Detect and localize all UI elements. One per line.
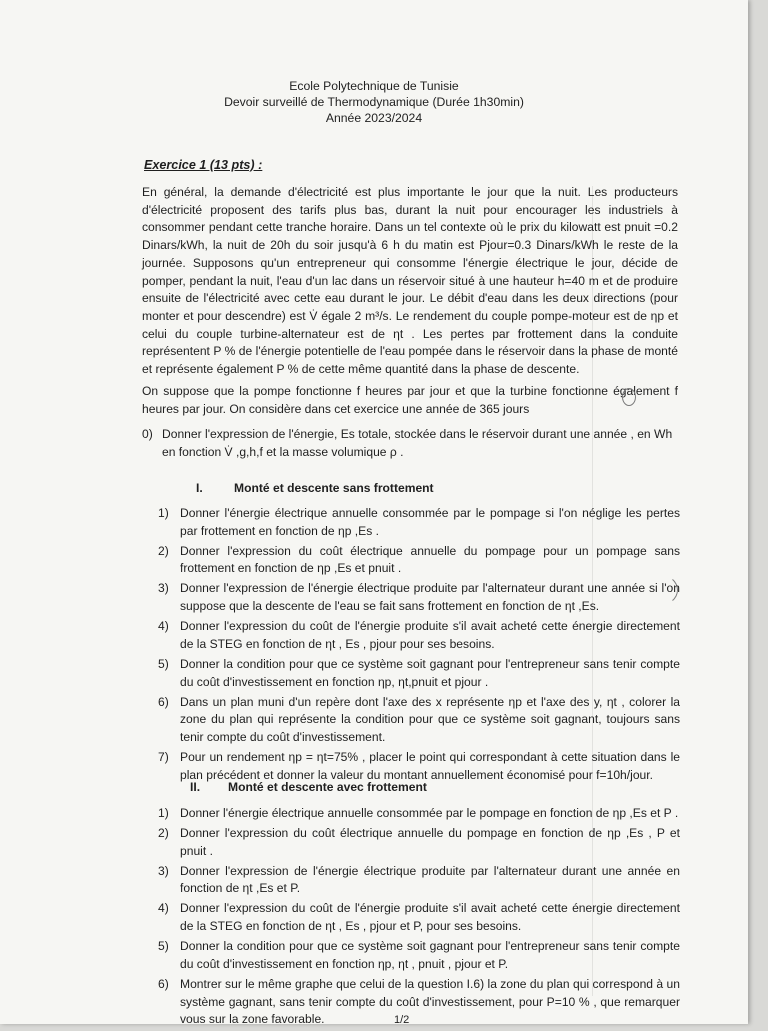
exercise-title: Exercice 1 (13 pts) :	[144, 158, 263, 172]
list-item	[158, 938, 680, 973]
exam-title: Devoir surveillé de Thermodynamique (Durée 1h30min)	[224, 95, 524, 109]
item-text: Donner la condition pour que ce système soit gagnant pour l'entrepreneur sans tenir compte du coût d'investissement en fonction ηp, ηt , pnuit , pjour et P.	[180, 939, 680, 971]
list-item	[158, 543, 680, 578]
item-number: 3)	[158, 581, 169, 596]
item-number: 4)	[158, 619, 169, 634]
item-text: Donner l'énergie électrique annuelle consommée par le pompage si l'on néglige les pertes par frottement en fonction de ηp ,Es .	[180, 506, 680, 538]
assumption-paragraph: On suppose que la pompe fonctionne f heures par jour et que la turbine fonctionne également f heures par jour. On considère dans cet exercice une année de 365 jours	[142, 384, 678, 416]
section-number: I.	[196, 481, 203, 495]
list-item	[158, 580, 680, 615]
item-text: Montrer sur le même graphe que celui de la question I.6) la zone du plan qui correspond à un système gagnant, sans tenir compte du coût d'investissement, pour P=10 % , que remarquer vous sur la zone favorable.	[180, 976, 680, 1027]
item-text: Donner l'expression du coût de l'énergie produite s'il avait acheté cette énergie directement de la STEG en fonction de ηt , Es , pjour pour ses besoins.	[180, 619, 680, 651]
item-text: Donner l'expression du coût de l'énergie produite s'il avait acheté cette énergie directement de la STEG en fonction de ηt , Es , pjour et P, pour ses besoins.	[180, 901, 680, 934]
item-number: 4)	[158, 901, 169, 916]
item-text: Donner l'expression du coût électrique annuelle du pompage pour un pompage sans frottement en fonction de ηp ,Es et pnuit .	[180, 543, 680, 576]
section-number: II.	[190, 780, 201, 794]
item-number: 6)	[158, 694, 169, 709]
page-number: 1/2	[394, 1014, 410, 1026]
intro-paragraph: En général, la demande d'électricité est plus importante le jour que la nuit. Les producteurs d'électricité proposent des tarifs plus bas, durant la nuit pour encourager les industriels à consommer pendant cette tranche horaire. Dans un tel contexte où le prix du kilowatt est pnuit =0.2 Dinars/kWh, la nuit de 20h du soir jusqu'à 6 h du matin est Pjour=0.3 Dinars/kWh le reste de la journée. Supposons qu'un entrepreneur qui consomme l'énergie électrique le jour, décide de pomper, pendant la nuit, l'eau d'un lac dans un réservoir situé à une hauteur h=40 m et de produire ensuite de l'électricité avec cette eau durant le jour. Le débit d'eau dans les deux directions (pour monter et pour descendre) est V̇ égale 2 m³/s. Le rendement du couple pompe-moteur est de ηp et celui du couple turbine-alternateur est de ηt . Les pertes par frottement dans la conduite représentent P % de l'énergie potentielle de l'eau pompée dans le réservoir dans la phase de monté et représente également P % de cette même quantité dans la phase de descente.	[142, 185, 678, 377]
section-2-questions	[158, 805, 680, 1031]
section-title: Monté et descente avec frottement	[228, 780, 427, 794]
item-number: 3)	[158, 863, 169, 878]
question-number: 0)	[142, 427, 153, 441]
item-text: Donner l'expression de l'énergie électrique produite par l'alternateur durant une année si l'on suppose que la descente de l'eau se fait sans frottement en fonction de ηt ,Es.	[180, 581, 680, 614]
item-number: 5)	[158, 656, 169, 671]
list-item	[158, 656, 680, 691]
question-text: Donner l'expression de l'énergie, Es totale, stockée dans le réservoir durant une année , en Wh en fonction V̇ ,g,h,f et la masse volumique ρ .	[162, 427, 673, 459]
item-text: Donner la condition pour que ce système soit gagnant pour l'entrepreneur sans tenir compte du coût d'investissement en fonction ηp, ηt,pnuit et pjour .	[180, 656, 680, 689]
list-item	[158, 825, 680, 860]
section-1-questions	[158, 505, 680, 787]
list-item	[158, 900, 680, 935]
section-2-heading	[190, 780, 427, 794]
item-text: Donner l'expression de l'énergie électrique produite par l'alternateur durant une année en fonction de ηt ,Es et P.	[180, 863, 680, 896]
item-text: Dans un plan muni d'un repère dont l'axe des x représente ηp et l'axe des y, ηt , colorer la zone du plan qui représente la condition pour que ce système soit gagnant, toujours sans tenir compte du coût d'investissement.	[180, 694, 680, 744]
item-number: 2)	[158, 826, 169, 840]
section-title: Monté et descente sans frottement	[234, 481, 434, 495]
item-text: Donner l'énergie électrique annuelle consommée par le pompage en fonction de ηp ,Es et P .	[180, 806, 679, 820]
item-text: Donner l'expression du coût électrique annuelle du pompage en fonction de ηp ,Es , P et pnuit .	[180, 826, 680, 858]
item-number: 6)	[158, 976, 169, 991]
academic-year: Année 2023/2024	[325, 111, 423, 125]
exam-header	[0, 78, 748, 126]
item-number: 5)	[158, 939, 169, 954]
list-item	[158, 805, 680, 823]
list-item	[158, 976, 680, 1029]
school-name: Ecole Polytechnique de Tunisie	[289, 79, 459, 93]
item-number: 2)	[158, 543, 169, 558]
item-text: Pour un rendement ηp = ηt=75% , placer le point qui correspondant à cette situation dans le plan précédent et donner la valeur du montant annuellement économisé pour f=10h/jour.	[180, 749, 680, 782]
item-number: 7)	[158, 749, 169, 764]
section-1-heading	[196, 481, 434, 495]
list-item	[158, 505, 680, 540]
list-item	[158, 863, 680, 898]
item-number: 1)	[158, 806, 169, 820]
handwritten-circle-mark	[622, 388, 636, 406]
question-0	[142, 426, 682, 461]
item-number: 1)	[158, 506, 169, 520]
list-item	[158, 694, 680, 747]
list-item	[158, 618, 680, 653]
